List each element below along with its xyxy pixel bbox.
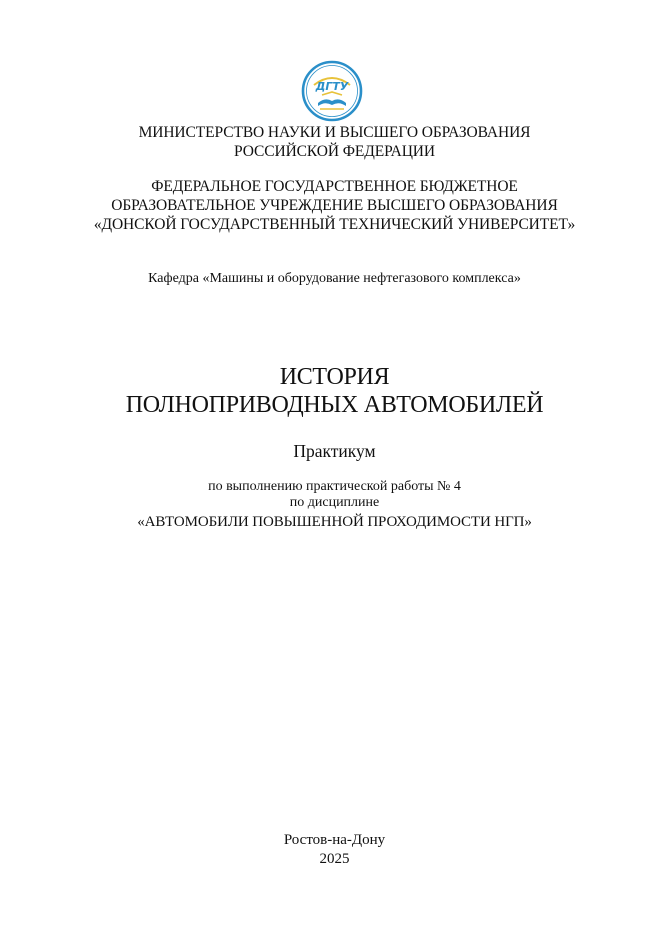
title-line-1: ИСТОРИЯ — [279, 364, 390, 390]
university-logo — [300, 59, 364, 123]
year: 2025 — [319, 851, 350, 867]
place-and-year — [0, 831, 669, 869]
work-description — [0, 479, 669, 511]
work-line-2: по дисциплине — [289, 495, 380, 510]
university-line-1: ФЕДЕРАЛЬНОЕ ГОСУДАРСТВЕННОЕ БЮДЖЕТНОЕ — [151, 178, 518, 195]
document-title — [0, 363, 669, 419]
title-line-2: ПОЛНОПРИВОДНЫХ АВТОМОБИЛЕЙ — [125, 392, 544, 418]
department-name: Кафедра «Машины и оборудование нефтегазового комплекса» — [148, 271, 521, 286]
university-line-2: ОБРАЗОВАТЕЛЬНОЕ УЧРЕЖДЕНИЕ ВЫСШЕГО ОБРАЗОВАНИЯ — [111, 197, 558, 214]
city: Ростов-на-Дону — [283, 832, 386, 848]
document-subtitle: Практикум — [293, 441, 376, 461]
work-line-1: по выполнению практической работы № 4 — [208, 479, 461, 494]
university-header — [0, 177, 669, 234]
logo-text: ДГТУ — [315, 80, 349, 93]
university-line-3: «ДОНСКОЙ ГОСУДАРСТВЕННЫЙ ТЕХНИЧЕСКИЙ УНИВЕРСИТЕТ» — [93, 216, 576, 233]
ministry-line-2: РОССИЙСКОЙ ФЕДЕРАЦИИ — [234, 143, 435, 160]
ministry-line-1: МИНИСТЕРСТВО НАУКИ И ВЫСШЕГО ОБРАЗОВАНИЯ — [138, 124, 531, 141]
discipline-name: «АВТОМОБИЛИ ПОВЫШЕННОЙ ПРОХОДИМОСТИ НГП» — [137, 514, 532, 530]
ministry-header — [0, 123, 669, 161]
